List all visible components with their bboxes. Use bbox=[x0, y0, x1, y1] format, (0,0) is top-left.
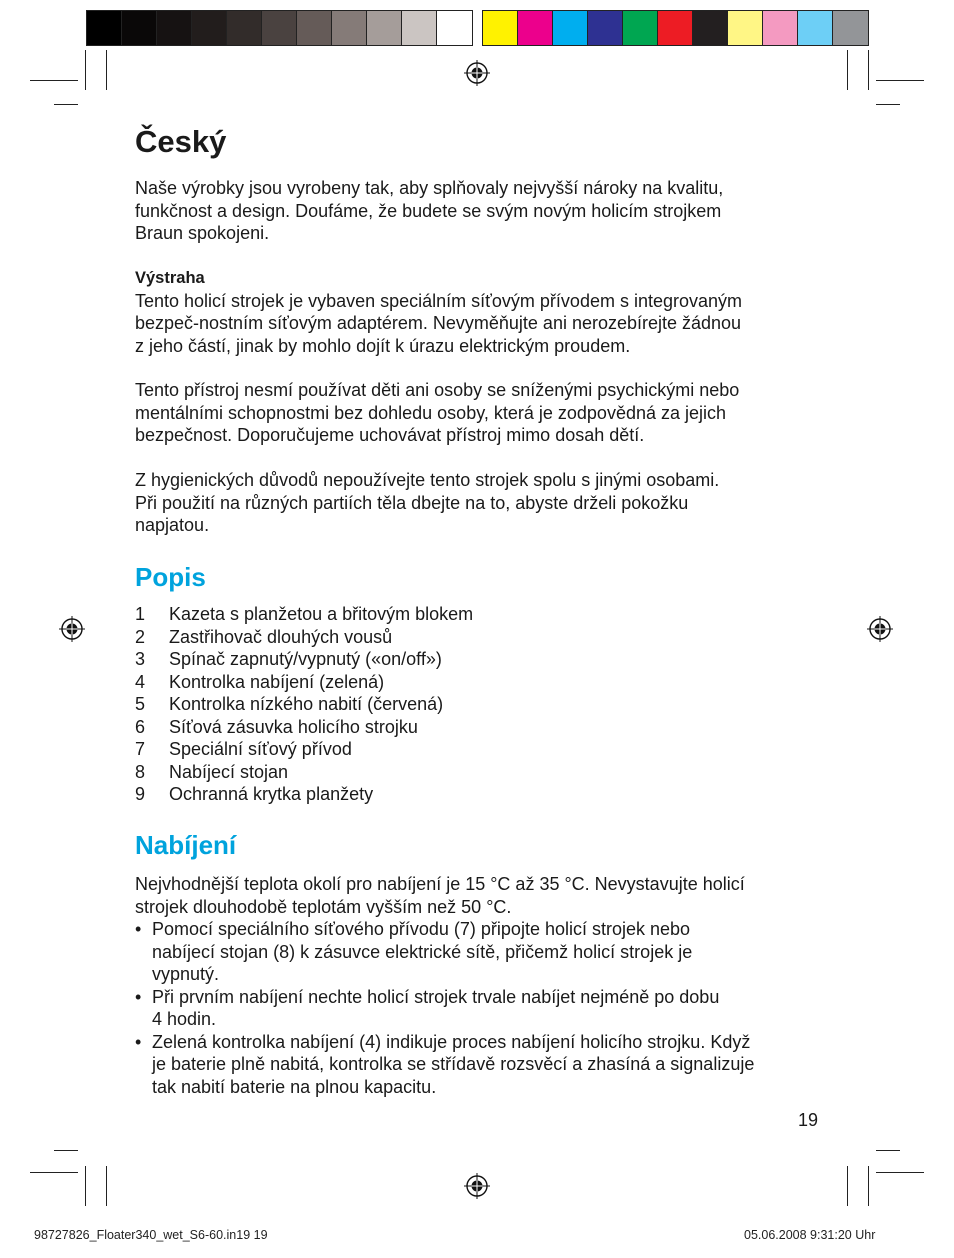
cmyk-color-bar bbox=[482, 10, 869, 46]
bullet-line: je baterie plně nabitá, kontrolka se střídavě rozsvěcí a zhasíná a signalizuje bbox=[152, 1054, 755, 1074]
page-number: 19 bbox=[798, 1110, 819, 1130]
list-item bbox=[135, 783, 825, 806]
list-item-text: Spínač zapnutý/vypnutý («on/off») bbox=[169, 649, 442, 669]
bullet-line: nabíjecí stojan (8) k zásuvce elektrické sítě, přičemž holicí strojek je bbox=[152, 941, 693, 962]
crop-mark bbox=[868, 50, 869, 90]
color-swatch bbox=[833, 11, 868, 45]
list-item bbox=[135, 648, 825, 671]
registration-mark-icon bbox=[59, 616, 85, 642]
warning-line: bezpečnost. Doporučujeme uchovávat přístroj mimo dosah dětí. bbox=[135, 425, 645, 445]
list-item-text: Síťová zásuvka holicího strojku bbox=[169, 716, 418, 737]
grayscale-color-bar bbox=[86, 10, 473, 46]
bullet-line: vypnutý. bbox=[152, 964, 220, 984]
list-item bbox=[135, 1031, 825, 1099]
list-item-text: Zastřihovač dlouhých vousů bbox=[169, 626, 393, 647]
warning-line: napjatou. bbox=[135, 515, 210, 535]
color-swatch bbox=[623, 11, 658, 45]
color-swatch bbox=[798, 11, 833, 45]
registration-mark-icon bbox=[867, 616, 893, 642]
charging-section bbox=[135, 873, 825, 1098]
list-item-number: 8 bbox=[135, 761, 146, 782]
crop-mark bbox=[876, 104, 900, 105]
list-item-text: Kazeta s planžetou a břitovým blokem bbox=[169, 604, 474, 624]
footer-timestamp: 05.06.2008 9:31:20 Uhr bbox=[744, 1228, 876, 1242]
warning-line: Z hygienických důvodů nepoužívejte tento strojek spolu s jinými osobami. bbox=[135, 470, 720, 490]
crop-mark bbox=[847, 50, 848, 90]
bullet-icon: • bbox=[135, 986, 142, 1007]
list-item-text: Ochranná krytka planžety bbox=[169, 784, 374, 804]
list-item bbox=[135, 986, 825, 1031]
list-item-text: Kontrolka nízkého nabití (červená) bbox=[169, 694, 444, 714]
registration-mark-icon bbox=[464, 1173, 490, 1199]
list-item-number: 9 bbox=[135, 784, 146, 804]
list-item-number: 5 bbox=[135, 694, 146, 714]
bullet-icon: • bbox=[135, 1031, 142, 1052]
list-item-number: 7 bbox=[135, 739, 146, 759]
color-swatch bbox=[693, 11, 728, 45]
list-item bbox=[135, 626, 825, 649]
crop-mark bbox=[876, 1172, 924, 1173]
list-item bbox=[135, 738, 825, 761]
crop-mark bbox=[54, 104, 78, 105]
warning-line: Při použití na různých partiích těla dbejte na to, abyste drželi pokožku bbox=[135, 492, 689, 513]
intro-line: Naše výrobky jsou vyrobeny tak, aby splňovaly nejvyšší nároky na kvalitu, bbox=[135, 178, 724, 198]
registration-mark-icon bbox=[464, 60, 490, 86]
crop-mark bbox=[54, 1150, 78, 1151]
crop-mark bbox=[85, 50, 86, 90]
color-swatch bbox=[87, 11, 122, 45]
warning-paragraph-2 bbox=[135, 379, 825, 447]
color-swatch bbox=[157, 11, 192, 45]
warning-section bbox=[135, 267, 825, 357]
list-item bbox=[135, 761, 825, 784]
color-swatch bbox=[658, 11, 693, 45]
color-swatch bbox=[367, 11, 402, 45]
crop-mark bbox=[106, 50, 107, 90]
page-title: Český bbox=[135, 124, 227, 159]
bullet-line: 4 hodin. bbox=[152, 1009, 217, 1029]
warning-line: Tento přístroj nesmí používat děti ani osoby se sníženými psychickými nebo bbox=[135, 380, 740, 400]
warning-line: Tento holicí strojek je vybaven speciálním síťovým přívodem s integrovaným bbox=[135, 290, 743, 311]
color-swatch bbox=[402, 11, 437, 45]
color-swatch bbox=[332, 11, 367, 45]
bullet-icon: • bbox=[135, 919, 142, 939]
list-item bbox=[135, 918, 825, 986]
crop-mark bbox=[876, 1150, 900, 1151]
crop-mark bbox=[30, 1172, 78, 1173]
warning-title: Výstraha bbox=[135, 269, 205, 287]
color-swatch bbox=[518, 11, 553, 45]
list-item-number: 2 bbox=[135, 626, 146, 647]
bullet-line: Při prvním nabíjení nechte holicí strojek trvale nabíjet nejméně po dobu bbox=[152, 986, 720, 1007]
section-heading-popis: Popis bbox=[135, 562, 206, 592]
footer-file-info: 98727826_Floater340_wet_S6-60.in19 19 bbox=[34, 1228, 268, 1242]
color-swatch bbox=[763, 11, 798, 45]
color-swatch bbox=[483, 11, 518, 45]
color-swatch bbox=[227, 11, 262, 45]
color-swatch bbox=[262, 11, 297, 45]
list-item-number: 3 bbox=[135, 649, 146, 669]
color-swatch bbox=[297, 11, 332, 45]
bullet-line: Pomocí speciálního síťového přívodu (7) připojte holicí strojek nebo bbox=[152, 919, 691, 939]
crop-mark bbox=[868, 1166, 869, 1206]
bullet-line: tak nabití baterie na plnou kapacitu. bbox=[152, 1076, 437, 1097]
color-swatch bbox=[588, 11, 623, 45]
intro-line: funkčnost a design. Doufáme, že budete se svým novým holicím strojkem bbox=[135, 200, 722, 221]
list-item-number: 1 bbox=[135, 604, 146, 624]
crop-mark bbox=[30, 80, 78, 81]
crop-mark bbox=[876, 80, 924, 81]
crop-mark bbox=[106, 1166, 107, 1206]
charging-intro-line: Nejvhodnější teplota okolí pro nabíjení je 15 °C až 35 °C. Nevystavujte holicí bbox=[135, 874, 745, 894]
bullet-line: Zelená kontrolka nabíjení (4) indikuje proces nabíjení holicího strojku. Když bbox=[152, 1031, 751, 1052]
color-swatch bbox=[728, 11, 763, 45]
color-swatch bbox=[192, 11, 227, 45]
list-item bbox=[135, 603, 825, 626]
list-item-number: 4 bbox=[135, 671, 146, 692]
list-item-text: Nabíjecí stojan bbox=[169, 761, 289, 782]
warning-line: z jeho částí, jinak by mohlo dojít k úrazu elektrickým proudem. bbox=[135, 335, 631, 356]
intro-paragraph bbox=[135, 177, 825, 245]
list-item-number: 6 bbox=[135, 716, 146, 737]
parts-list bbox=[135, 603, 825, 806]
warning-line: mentálními schopnostmi bez dohledu osoby, která je zodpovědná za jejich bbox=[135, 402, 727, 423]
list-item bbox=[135, 693, 825, 716]
color-swatch bbox=[437, 11, 472, 45]
list-item bbox=[135, 671, 825, 694]
intro-line: Braun spokojeni. bbox=[135, 223, 270, 243]
list-item-text: Speciální síťový přívod bbox=[169, 739, 352, 759]
color-swatch bbox=[553, 11, 588, 45]
color-swatch bbox=[122, 11, 157, 45]
crop-mark bbox=[847, 1166, 848, 1206]
warning-line: bezpeč-nostním síťovým adaptérem. Nevyměňujte ani nerozebírejte žádnou bbox=[135, 313, 742, 333]
section-heading-nabijeni: Nabíjení bbox=[135, 830, 237, 860]
list-item bbox=[135, 716, 825, 739]
list-item-text: Kontrolka nabíjení (zelená) bbox=[169, 671, 385, 692]
charging-intro-line: strojek dlouhodobě teplotám vyšším než 50 °C. bbox=[135, 896, 512, 917]
crop-mark bbox=[85, 1166, 86, 1206]
warning-paragraph-3 bbox=[135, 469, 825, 537]
